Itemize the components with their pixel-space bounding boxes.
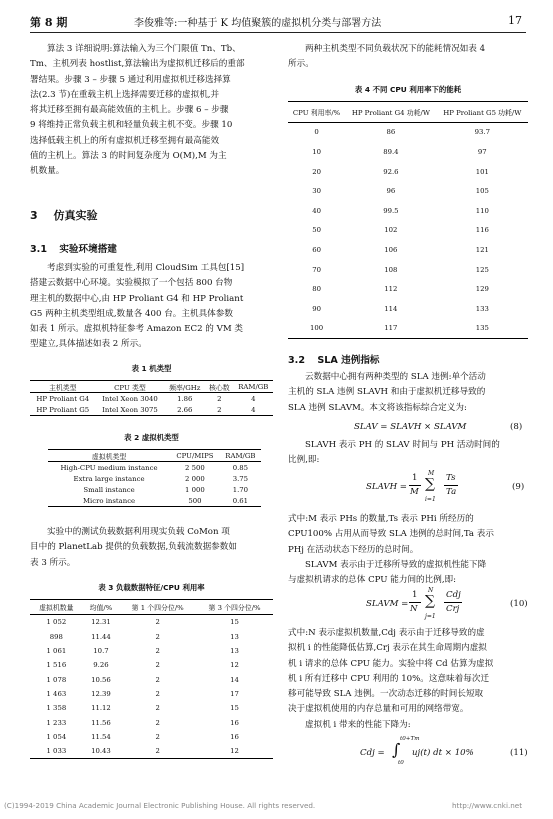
text-line: 两种主机类型不同负载状况下的能耗情况如表 4 — [305, 44, 486, 54]
table-cell: 3.75 — [232, 474, 249, 483]
page-number: 17 — [508, 14, 522, 27]
table-row — [30, 672, 273, 686]
table-cell: 90 — [312, 304, 321, 313]
text-line: 式中:M 表示 PHs 的数量,Ts 表示 PHi 所经历的 — [288, 514, 474, 524]
text-line: 比例,即: — [288, 455, 320, 466]
table-cell: 20 — [312, 167, 321, 176]
table-header-cell: 核心数 — [205, 381, 233, 393]
table-row — [30, 630, 273, 644]
section-3-number: 3 — [30, 209, 38, 222]
table-cell: 13 — [230, 647, 239, 656]
table-cell: 125 — [475, 265, 489, 274]
table-cell: 101 — [475, 167, 489, 176]
table-1 — [30, 380, 273, 416]
table-row — [288, 240, 528, 260]
table-row — [288, 162, 528, 182]
text-line: 目中的 PlanetLab 提供的负载数据,负载流数据参数如 — [30, 542, 237, 553]
table-row — [288, 319, 528, 339]
text-line: 值的主机上。算法 3 的时间复杂度为 O(M),M 为主 — [30, 151, 227, 162]
eq9-sum-bot: i=1 — [425, 496, 436, 503]
text-line: 考虑到实验的可重复性,利用 CloudSim 工具包[15] — [47, 263, 245, 273]
table-3 — [30, 599, 273, 759]
section-3-2-title: SLA 违例指标 — [317, 355, 380, 366]
table-header-cell: RAM/GB — [234, 381, 273, 393]
table-cell: 0 — [314, 128, 319, 137]
text-line: 署结果。步骤 3 – 步骤 5 通过利用虚拟机迁移选择算 — [30, 74, 231, 85]
table-cell: 50 — [312, 226, 321, 235]
table-2-caption: 表 2 虚拟机类型 — [124, 433, 179, 442]
table-cell: 121 — [475, 245, 489, 254]
table-cell: 1 054 — [46, 732, 67, 741]
section-3-1-paragraph — [30, 261, 273, 353]
text-line: 所示。 — [288, 59, 314, 70]
eq9-frac-den: M — [410, 487, 419, 497]
table-cell: 70 — [312, 265, 321, 274]
eq11-lhs: Cdj = — [360, 748, 385, 758]
table-cell: 1 233 — [46, 718, 67, 727]
section-3-1-heading — [30, 241, 117, 255]
table-4-caption: 表 4 不同 CPU 利用率下的能耗 — [354, 85, 462, 94]
eq11-body: uj(t) dt × 10% — [412, 748, 474, 758]
text-line: 拟机 i 的性能降低估算,Crj 表示在其生命周期内虚拟 — [288, 643, 487, 654]
table-row — [288, 279, 528, 299]
table-2 — [48, 449, 261, 507]
text-line: SLA 违例 SLAVM。本文将该指标综合定义为: — [288, 402, 467, 413]
table-cell: 92.6 — [383, 167, 399, 176]
table-cell: 4 — [251, 394, 256, 403]
table-cell: 2 — [205, 404, 233, 416]
table-row — [288, 299, 528, 319]
table-cell: Intel Xeon 3040 — [102, 394, 158, 403]
table-cell: 2 — [119, 744, 196, 759]
table-cell: 89.4 — [383, 147, 399, 156]
table-cell: 14 — [230, 675, 239, 684]
table-cell: 4 — [234, 404, 273, 416]
table-row — [30, 730, 273, 744]
table-cell: 2 — [155, 647, 160, 656]
eq10-t-den: Crj — [446, 604, 460, 614]
text-line: 算法 3 详细说明:算法输入为三个门限值 Tn、Tb、 — [47, 44, 241, 54]
table-row — [30, 615, 273, 630]
table-cell: 2 — [155, 675, 160, 684]
table-cell: 0.61 — [220, 495, 261, 507]
table-cell: 11.44 — [91, 632, 111, 641]
table-header-cell: 虚拟机数量 — [30, 600, 83, 615]
text-line: 机数量。 — [30, 166, 65, 177]
section-3-1-number: 3.1 — [30, 244, 47, 255]
algorithm-3-description — [30, 42, 273, 180]
table-cell: 15 — [230, 704, 239, 713]
eq10-sum-symbol: ∑ — [425, 593, 435, 609]
table-cell: 1.86 — [177, 394, 193, 403]
table-cell: 16 — [230, 718, 239, 727]
table-row — [30, 404, 273, 416]
table-row — [288, 221, 528, 241]
equation-8-number: (8) — [510, 422, 523, 432]
table-cell: 12 — [196, 744, 273, 759]
section-3-2-heading — [288, 352, 380, 366]
eq9-frac-num: 1 — [412, 473, 418, 483]
table-cell: High-CPU medium instance — [60, 463, 158, 472]
eq11-int-top: t0+Tm — [400, 736, 420, 742]
table-row — [30, 744, 273, 759]
table-cell: 96 — [386, 187, 396, 196]
text-line: 云数据中心拥有两种类型的 SLA 违例:单个活动 — [305, 372, 486, 382]
text-line: 实验中的测试负载数据利用现实负载 CoMon 项 — [47, 527, 230, 537]
table-row — [288, 142, 528, 162]
table-cell: 100 — [288, 319, 345, 339]
text-line: 与虚拟机请求的总体 CPU 能力间的比例,即: — [288, 575, 457, 586]
table-header-cell: 频率/GHz — [164, 381, 205, 393]
table-cell: 2 — [155, 661, 160, 670]
eq9-sum-symbol: ∑ — [425, 476, 435, 492]
table-cell: 1 358 — [46, 704, 67, 713]
table-header-cell: RAM/GB — [220, 450, 261, 462]
table-cell: 500 — [170, 495, 220, 507]
text-line: PHj 在活动状态下经历的总时间。 — [288, 544, 419, 555]
equation-9 — [366, 470, 486, 506]
performance-paragraph — [288, 626, 528, 733]
eq9-t-den: Ta — [446, 487, 457, 497]
text-line: SLAVM 表示由于迁移所导致的虚拟机性能下降 — [305, 559, 487, 570]
table-cell: Micro instance — [48, 495, 170, 507]
text-line: CPU100% 占用从而导致 SLA 违例的总时间,Ta 表示 — [288, 529, 494, 540]
table-cell: 11.56 — [91, 718, 111, 727]
text-line: 9 将维持正常负载主机和轻量负载主机不变。步骤 10 — [30, 120, 233, 131]
eq11-integral: ∫ — [392, 740, 401, 759]
section-3-2-number: 3.2 — [288, 355, 305, 366]
table-cell: 1.70 — [232, 485, 249, 494]
table-row — [30, 644, 273, 658]
table-4-intro — [288, 42, 528, 73]
table-header-cell: 第 3 个四分位/% — [196, 600, 273, 615]
table-cell: 1 463 — [46, 689, 67, 698]
equation-10 — [366, 587, 486, 623]
equation-10-number: (10) — [510, 599, 528, 609]
table-cell: 898 — [49, 632, 63, 641]
table-row — [288, 122, 528, 142]
table-1-caption: 表 1 机类型 — [131, 364, 172, 373]
table-cell: 2 — [155, 732, 160, 741]
table-header-cell: 主机类型 — [30, 381, 95, 393]
table-cell: 2 — [217, 394, 222, 403]
table-row — [48, 462, 261, 474]
eq9-t-num: Ts — [446, 473, 456, 483]
table-3-caption: 表 3 负载数据特征/CPU 利用率 — [98, 583, 205, 592]
cnki-link[interactable]: http://www.cnki.net — [452, 801, 523, 810]
table-header-cell: 均值/% — [83, 600, 120, 615]
eq11-int-bot: t0 — [398, 760, 404, 766]
table-cell: 112 — [384, 285, 398, 294]
table-header-cell: 虚拟机类型 — [48, 450, 170, 462]
table-cell: 17 — [230, 689, 239, 698]
table-cell: 106 — [384, 245, 398, 254]
issue-number: 第 8 期 — [30, 16, 68, 29]
section-3-heading — [30, 207, 98, 223]
table-header-cell: CPU 类型 — [95, 381, 164, 393]
table-cell: 2 — [155, 632, 160, 641]
text-line: 主机的 SLA 违例 SLAVH 和由于虚拟机迁移导致的 — [288, 387, 486, 398]
table-cell: 12.31 — [91, 618, 111, 627]
table-cell: 10 — [312, 147, 321, 156]
table-row — [30, 393, 273, 405]
table-row — [30, 687, 273, 701]
text-line: 机 i 所有迁移中 CPU 利用的 10%。这意味着每次迁 — [288, 673, 490, 684]
table-cell: 102 — [384, 226, 398, 235]
table-cell: 2 000 — [185, 474, 205, 483]
text-line: 决于虚拟机使用的内存总量和可用的网络带宽。 — [288, 704, 469, 715]
table-cell: 2.66 — [164, 404, 205, 416]
table-cell: 110 — [475, 206, 489, 215]
equation-11 — [360, 736, 510, 770]
text-line: 型建立,具体描述如表 2 所示。 — [30, 339, 147, 350]
text-line: 搭建云数据中心环境。实验模拟了一个包括 800 台物 — [30, 278, 233, 289]
sla-paragraph — [288, 370, 528, 416]
table-4 — [288, 101, 528, 339]
table-cell: 108 — [384, 265, 398, 274]
section-3-title: 仿真实验 — [53, 209, 98, 222]
eq9-lhs: SLAVH = — [366, 482, 408, 492]
copyright-text: (C)1994-2019 China Academic Journal Electronic Publishing House. All rights reserved. — [4, 801, 316, 810]
table-cell: Small instance — [83, 485, 135, 494]
table-row — [48, 495, 261, 507]
eq10-t-num: Cdj — [446, 590, 461, 600]
table-cell: 2 — [155, 689, 160, 698]
table-header-cell: HP Proliant G4 功耗/W — [345, 102, 436, 123]
section-3-1-title: 实验环境搭建 — [59, 244, 117, 255]
table-row — [288, 260, 528, 280]
table-cell: 60 — [312, 245, 321, 254]
table-cell: 116 — [475, 226, 489, 235]
table-cell: 117 — [345, 319, 436, 339]
text-line: 如表 1 所示。虚拟机特征参考 Amazon EC2 的 VM 类 — [30, 324, 243, 335]
table-cell: 135 — [437, 319, 528, 339]
table-cell: 10.43 — [83, 744, 120, 759]
table-cell: 13 — [230, 632, 239, 641]
table-cell: 1 052 — [46, 618, 67, 627]
text-line: 移可能导致 SLA 违例。一次动态迁移的时间长短取 — [288, 689, 484, 700]
workload-paragraph — [30, 525, 273, 571]
table-cell: Extra large instance — [73, 474, 145, 483]
table-cell: 15 — [230, 618, 239, 627]
text-line: 法(2.3 节)在重载主机上选择需要迁移的虚拟机,并 — [30, 89, 220, 100]
table-cell: 12.39 — [91, 689, 111, 698]
table-row — [30, 701, 273, 715]
table-cell: 10.56 — [91, 675, 111, 684]
table-cell: 1 033 — [30, 744, 83, 759]
table-cell: 1 000 — [185, 485, 205, 494]
table-cell: 86 — [386, 128, 396, 137]
equation-8: SLAV = SLAVH × SLAVM — [354, 422, 467, 432]
table-row — [48, 473, 261, 484]
table-header-cell: CPU 利用率/% — [288, 102, 345, 123]
table-cell: 12 — [230, 661, 239, 670]
table-cell: 40 — [312, 206, 321, 215]
table-cell: 97 — [477, 147, 487, 156]
eq9-sum-top: M — [428, 470, 435, 477]
eq10-frac-num: 1 — [412, 590, 418, 600]
table-cell: 105 — [475, 187, 489, 196]
text-line: 理主机的数据中心,由 HP Proliant G4 和 HP Proliant — [30, 293, 244, 304]
table-cell: 2 — [155, 704, 160, 713]
table-row — [288, 181, 528, 201]
equation-11-number: (11) — [510, 748, 528, 758]
table-cell: 1 061 — [46, 647, 67, 656]
table-row — [288, 201, 528, 221]
table-cell: HP Proliant G4 — [36, 394, 90, 403]
table-cell: 2 500 — [185, 463, 205, 472]
text-line: G5 两种主机类型组成,数量各 400 台。主机具体参数 — [30, 308, 233, 319]
table-cell: 129 — [475, 285, 489, 294]
text-line: 虚拟机 i 带来的性能下降为: — [305, 719, 411, 730]
table-cell: 11.54 — [91, 732, 111, 741]
text-line: SLAVH 表示 PH 的 SLAV 时间与 PH 活动时间的 — [305, 440, 500, 450]
table-cell: 11.12 — [91, 704, 111, 713]
table-header-cell: CPU/MIPS — [170, 450, 220, 462]
table-header-cell: HP Proliant G5 功耗/W — [437, 102, 528, 123]
table-cell: 30 — [312, 187, 321, 196]
table-cell: 1 078 — [46, 675, 67, 684]
eq10-sum-bot: j=1 — [425, 613, 436, 620]
table-cell: 80 — [312, 285, 321, 294]
table-cell: Intel Xeon 3075 — [95, 404, 164, 416]
table-cell: 133 — [475, 304, 489, 313]
text-line: 机 i 请求的总体 CPU 能力。实验中将 Cd 估算为虚拟 — [288, 658, 494, 669]
text-line: 表 3 所示。 — [30, 557, 76, 568]
table-row — [48, 484, 261, 495]
equation-9-number: (9) — [512, 482, 525, 492]
eq10-frac-den: N — [410, 604, 418, 614]
table-header-cell: 第 1 个四分位/% — [119, 600, 196, 615]
eq10-lhs: SLAVM = — [366, 599, 409, 609]
table-cell: 1 516 — [46, 661, 67, 670]
table-cell: 2 — [155, 618, 160, 627]
text-line: 选择低载主机上的所有虚拟机迁移至拥有最高能效 — [30, 135, 220, 146]
text-line: 式中:N 表示虚拟机数量,Cdj 表示由于迁移导致的虚 — [288, 628, 485, 638]
table-cell: 10.7 — [93, 647, 109, 656]
table-cell: 16 — [230, 732, 239, 741]
table-cell: HP Proliant G5 — [30, 404, 95, 416]
header-rule — [30, 32, 526, 33]
running-title: 李俊雅等:一种基于 K 均值聚簇的虚拟机分类与部署方法 — [134, 18, 382, 29]
table-cell: 114 — [384, 304, 398, 313]
table-row — [30, 715, 273, 729]
table-cell: 99.5 — [383, 206, 399, 215]
slavm-paragraph — [288, 512, 528, 588]
slavh-paragraph — [288, 438, 528, 469]
eq10-sum-top: N — [428, 587, 434, 594]
table-cell: 2 — [155, 718, 160, 727]
table-cell: 93.7 — [474, 128, 490, 137]
text-line: 将其迁移至拥有最高能效值的主机上。步骤 6 – 步骤 — [30, 105, 229, 116]
table-row — [30, 658, 273, 672]
table-cell: 0.85 — [232, 463, 249, 472]
text-line: Tm、主机列表 hostlist,算法输出为虚拟机迁移后的重部 — [30, 59, 245, 70]
table-cell: 9.26 — [93, 661, 109, 670]
